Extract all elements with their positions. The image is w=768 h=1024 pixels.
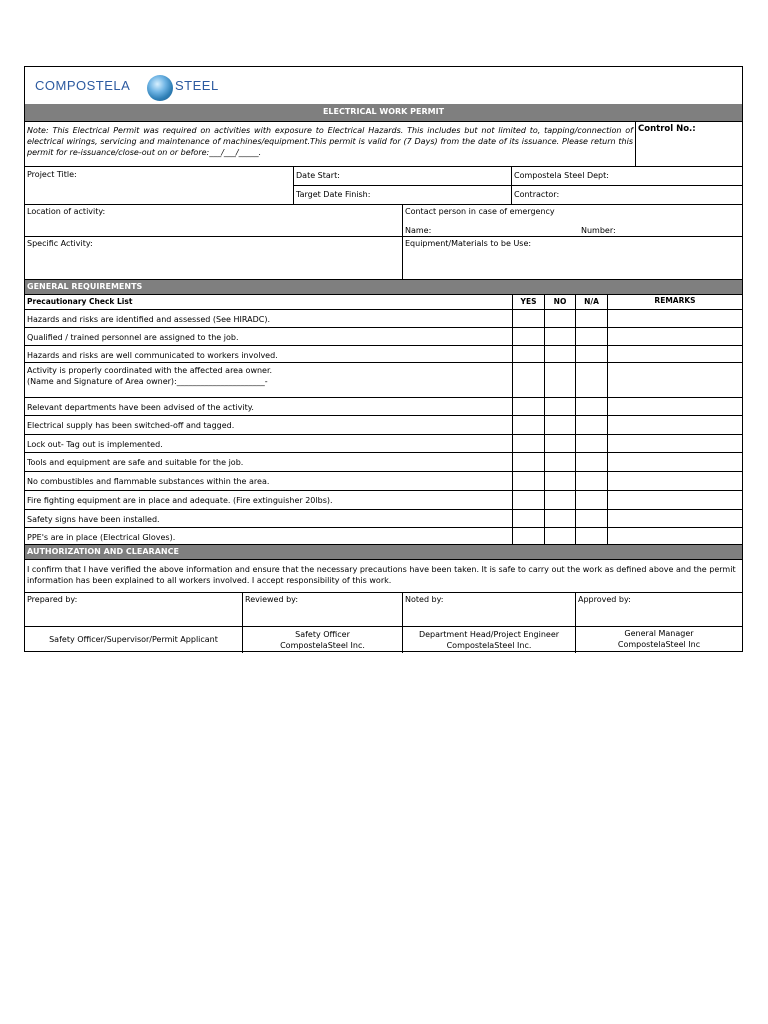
control-no-label: Control No.: — [638, 124, 696, 134]
note-row — [25, 121, 742, 166]
checklist-header-row — [25, 294, 742, 309]
remarks-cell[interactable] — [607, 328, 742, 346]
yes-checkbox[interactable] — [512, 310, 544, 328]
yes-checkbox[interactable] — [512, 363, 544, 398]
no-checkbox[interactable] — [544, 435, 575, 453]
checklist-item-text: Hazards and risks are well communicated to workers involved. — [27, 351, 278, 360]
sig-title-3-line2: CompostelaSteel Inc. — [446, 641, 532, 650]
remarks-cell[interactable] — [607, 453, 742, 472]
checklist-item-label — [27, 476, 507, 487]
sig-title-3-line1: Department Head/Project Engineer — [418, 630, 560, 639]
contractor-cell — [512, 185, 743, 205]
form-title: ELECTRICAL WORK PERMIT — [25, 104, 742, 121]
na-checkbox[interactable] — [575, 435, 607, 453]
globe-logo-icon — [147, 75, 173, 101]
statement-row — [25, 559, 742, 592]
sig-title-4-line1: General Manager — [624, 629, 694, 638]
control-no-cell[interactable] — [635, 122, 742, 167]
signature-title-row — [25, 626, 742, 652]
checklist-item-text: Activity is properly coordinated with the affected area owner. — [27, 366, 273, 375]
checklist-item-text: PPE's are in place (Electrical Gloves). — [27, 533, 176, 542]
checklist-item-text: Hazards and risks are identified and assessed (See HIRADC). — [27, 315, 270, 324]
na-checkbox[interactable] — [575, 416, 607, 435]
checklist-row — [25, 345, 742, 362]
contact-cell — [402, 205, 742, 237]
checklist — [25, 309, 742, 545]
col-no: NO — [544, 295, 575, 310]
checklist-row — [25, 434, 742, 452]
checklist-row — [25, 362, 742, 397]
project-title-label: Project Title: — [27, 170, 77, 179]
noted-cell — [402, 593, 575, 627]
sig-title-4 — [575, 627, 742, 653]
checklist-item-label — [27, 457, 507, 468]
prepared-by-label[interactable]: Prepared by: — [27, 595, 78, 604]
no-checkbox[interactable] — [544, 363, 575, 398]
remarks-cell[interactable] — [607, 491, 742, 510]
yes-checkbox[interactable] — [512, 472, 544, 491]
contact-number-label[interactable]: Number: — [581, 226, 616, 235]
checklist-item-text: Qualified / trained personnel are assigned to the job. — [27, 333, 239, 342]
no-checkbox[interactable] — [544, 310, 575, 328]
dept-col — [511, 167, 742, 205]
col-na: N/A — [575, 295, 607, 310]
reviewed-cell — [242, 593, 402, 627]
checklist-row — [25, 327, 742, 345]
checklist-item-label — [27, 532, 507, 543]
no-checkbox[interactable] — [544, 491, 575, 510]
checklist-item-label — [27, 332, 507, 343]
checklist-item-text: Safety signs have been installed. — [27, 515, 160, 524]
general-requirements-header: GENERAL REQUIREMENTS — [25, 279, 742, 294]
checklist-row — [25, 471, 742, 490]
na-checkbox[interactable] — [575, 453, 607, 472]
na-checkbox[interactable] — [575, 363, 607, 398]
checklist-item-text: Fire fighting equipment are in place and adequate. (Fire extinguisher 20lbs). — [27, 496, 333, 505]
yes-checkbox[interactable] — [512, 346, 544, 363]
remarks-cell[interactable] — [607, 346, 742, 363]
equipment-label[interactable]: Equipment/Materials to be Use: — [405, 239, 532, 248]
dept-label[interactable]: Compostela Steel Dept: — [514, 171, 609, 180]
checklist-item-label — [27, 514, 507, 525]
target-date-cell — [294, 185, 512, 205]
na-checkbox[interactable] — [575, 472, 607, 491]
sig-title-2-line1: Safety Officer — [295, 630, 350, 639]
sig-title-2 — [242, 627, 402, 653]
logo-area — [25, 67, 742, 104]
na-checkbox[interactable] — [575, 310, 607, 328]
remarks-cell[interactable] — [607, 363, 742, 398]
remarks-cell[interactable] — [607, 310, 742, 328]
checklist-item-text: (Name and Signature of Area owner):______________________- — [27, 377, 268, 386]
reviewed-by-label[interactable]: Reviewed by: — [245, 595, 299, 604]
checklist-row — [25, 527, 742, 545]
yes-checkbox[interactable] — [512, 435, 544, 453]
checklist-row — [25, 415, 742, 434]
remarks-cell[interactable] — [607, 398, 742, 416]
yes-checkbox[interactable] — [512, 416, 544, 435]
no-checkbox[interactable] — [544, 398, 575, 416]
checklist-header: Precautionary Check List — [27, 297, 133, 306]
yes-checkbox[interactable] — [512, 510, 544, 528]
approved-cell — [575, 593, 742, 627]
na-checkbox[interactable] — [575, 398, 607, 416]
sig-title-2-line2: CompostelaSteel Inc. — [280, 641, 365, 650]
activity-row — [25, 236, 742, 279]
no-checkbox[interactable] — [544, 416, 575, 435]
remarks-cell[interactable] — [607, 510, 742, 528]
checklist-row — [25, 452, 742, 471]
na-checkbox[interactable] — [575, 491, 607, 510]
checklist-item-text: Electrical supply has been switched-off and tagged. — [27, 421, 235, 430]
checklist-item-text: Tools and equipment are safe and suitable for the job. — [27, 458, 244, 467]
remarks-cell[interactable] — [607, 435, 742, 453]
na-checkbox[interactable] — [575, 510, 607, 528]
yes-checkbox[interactable] — [512, 453, 544, 472]
sig-title-3 — [402, 627, 575, 653]
yes-checkbox[interactable] — [512, 491, 544, 510]
brand-left: COMPOSTELA — [35, 78, 131, 93]
checklist-item-label — [27, 350, 507, 361]
checklist-item-label — [27, 314, 507, 325]
authorization-header: AUTHORIZATION AND CLEARANCE — [25, 544, 742, 559]
authorization-statement: I confirm that I have verified the above information and ensure that the necessary precautions have been taken. It is safe to carry out the work as defined above and the permit information has been explained to all workers involved. I accept responsibility of this work. — [27, 565, 736, 585]
na-checkbox[interactable] — [575, 328, 607, 346]
checklist-item-label — [27, 402, 507, 413]
sig-title-4-line2: CompostelaSteel Inc — [617, 640, 701, 649]
signature-label-row — [25, 592, 742, 626]
remarks-cell[interactable] — [607, 416, 742, 435]
permit-form — [24, 66, 743, 652]
sig-title-1: Safety Officer/Supervisor/Permit Applicant — [49, 635, 218, 644]
contact-name-label[interactable]: Name: — [405, 226, 432, 235]
note-text: Note: This Electrical Permit was required on activities with exposure to Electrical Hazards. This includes but not limited to, tapping/connection of electrical wirings, servicing and maintenance of machines/equipment.This permit is valid for (7 Days) from the date of its issuance. Please return this permit for re-issuance/close-out on or before:___/___/_____. — [27, 126, 633, 157]
col-remarks: REMARKS — [607, 295, 742, 310]
checklist-item-text: Lock out- Tag out is implemented. — [27, 440, 163, 449]
date-start-label[interactable]: Date Start: — [296, 171, 340, 180]
checklist-item-text: Relevant departments have been advised of the activity. — [27, 403, 254, 412]
location-row — [25, 204, 742, 236]
noted-by-label[interactable]: Noted by: — [405, 595, 444, 604]
yes-checkbox[interactable] — [512, 398, 544, 416]
checklist-row — [25, 490, 742, 509]
checklist-item-label — [27, 365, 507, 387]
yes-checkbox[interactable] — [512, 328, 544, 346]
equipment-cell — [402, 237, 742, 280]
checklist-item-label — [27, 495, 507, 506]
no-checkbox[interactable] — [544, 472, 575, 491]
checklist-item-text: No combustibles and flammable substances within the area. — [27, 477, 270, 486]
approved-by-label[interactable]: Approved by: — [578, 595, 631, 604]
checklist-row — [25, 509, 742, 527]
specific-activity-label[interactable]: Specific Activity: — [27, 239, 93, 248]
remarks-cell[interactable] — [607, 472, 742, 491]
checklist-item-label — [27, 420, 507, 431]
contact-label: Contact person in case of emergency — [405, 207, 555, 216]
no-checkbox[interactable] — [544, 510, 575, 528]
no-checkbox[interactable] — [544, 453, 575, 472]
checklist-item-label — [27, 439, 507, 450]
date-col — [293, 167, 511, 205]
no-checkbox[interactable] — [544, 328, 575, 346]
location-label[interactable]: Location of activity: — [27, 207, 106, 216]
checklist-row — [25, 397, 742, 415]
no-checkbox[interactable] — [544, 346, 575, 363]
project-block — [25, 166, 742, 204]
contractor-label[interactable]: Contractor: — [514, 190, 560, 199]
checklist-row — [25, 309, 742, 327]
na-checkbox[interactable] — [575, 346, 607, 363]
col-yes: YES — [512, 295, 544, 310]
brand-right: STEEL — [175, 78, 219, 93]
target-date-label[interactable]: Target Date Finish: — [296, 190, 371, 199]
